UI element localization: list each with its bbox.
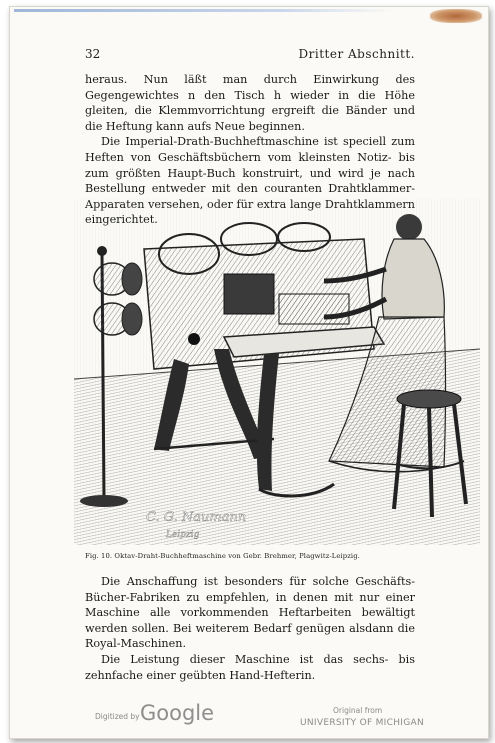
- digitized-by-label: Digitized by: [95, 712, 140, 721]
- page-number: 32: [85, 47, 101, 61]
- running-head: [85, 47, 415, 65]
- chapter-title: Dritter Abschnitt.: [298, 47, 415, 61]
- body-text-bottom: [85, 574, 415, 683]
- google-logo: Google: [140, 701, 215, 725]
- paragraph: Die Anschaffung ist besonders für solche Geschäfts-Bücher-Fabriken zu empfehlen, in denen mit nur einer Maschine alle vorkommenden Heftarbeiten bewältigt werden sollen. Bei weiterem Bedarf genügen alsdann die Royal-Maschinen.: [85, 575, 415, 651]
- engraving-illustration: [74, 199, 480, 545]
- university-label: UNIVERSITY OF MICHIGAN: [300, 718, 425, 728]
- engraver-place: Leipzig: [166, 530, 200, 540]
- engraver-signature: C. G. Naumann: [146, 510, 247, 525]
- paragraph: heraus. Nun läßt man durch Einwirkung des Gegengewichtes n den Tisch h wieder in die Höhe gleiten, die Klemmvorrichtung ergreift die Bänder und die Heftung kann aufs Neue beginnen.: [85, 73, 415, 133]
- original-from-label: Original from: [333, 706, 383, 715]
- paragraph: Die Leistung dieser Maschine ist das sechs- bis zehnfache einer geübten Hand-Hefterin.: [85, 652, 415, 682]
- figure-caption: Fig. 10. Oktav-Draht-Buchheftmaschine von Gebr. Brehmer, Plagwitz-Leipzig.: [85, 552, 360, 560]
- scan-edge-line: [14, 9, 394, 12]
- paragraph: Die Imperial-Drath-Buchheftmaschine ist speciell zum Heften von Geschäftsbüchern vom kleinsten Notiz- bis zum größten Haupt-Buch konstruirt, und wird je nach Bestellung entweder mit den couranten Drahtklammer-Apparaten versehen, oder für extra lange Drahtklammern eingerichtet.: [85, 135, 415, 227]
- paper-stain: [430, 9, 482, 23]
- scanned-page: [9, 6, 489, 739]
